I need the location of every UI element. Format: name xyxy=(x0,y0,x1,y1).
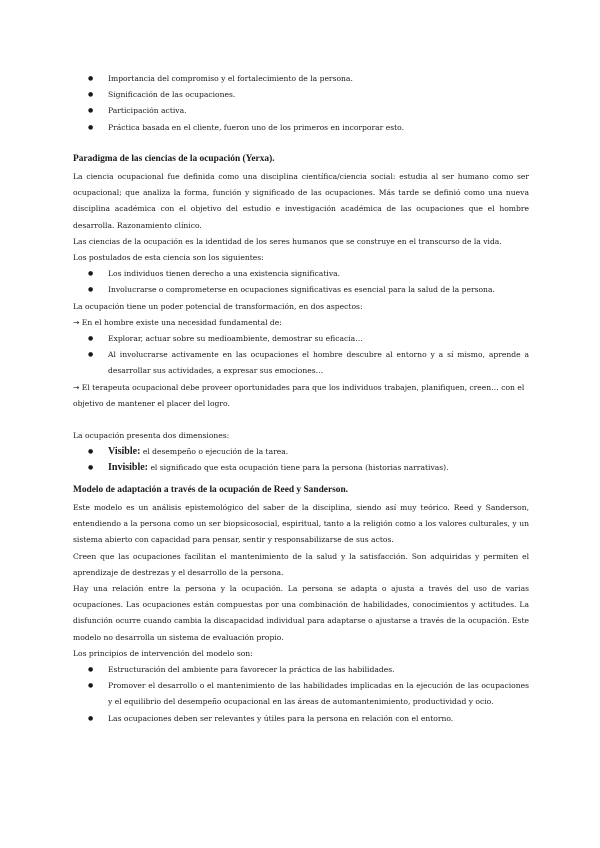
dimension-term: Visible: xyxy=(108,446,141,458)
intro-section xyxy=(73,71,529,136)
dimension-term: Invisible: xyxy=(108,462,149,474)
reed-paragraph-epistemology: Este modelo es un análisis epistemológico del saber de la disciplina, siendo así muy teórico. Reed y Sanderson, entendiendo a la persona como un ser biopsicosocial, espiritual, tanto a la religión como a los valores culturales, y un sistema abierto con capacidad para pensar, sentir y responsabilizarse de sus actos. xyxy=(73,503,529,545)
list-item: ● Estructuración del ambiente para favorecer la práctica de las habilidades. xyxy=(73,662,529,678)
list-item: ● Promover el desarrollo o el mantenimiento de las habilidades implicadas en la ejecución de las ocupaciones y el equilibrio del desempeño ocupacional en las áreas de automantenimiento, productividad y ocio. xyxy=(73,678,529,710)
yerxa-paragraph-definition: La ciencia ocupacional fue definida como una disciplina científica/ciencia social: estudia al ser humano como ser ocupacional; que analiza la forma, función y significado de las ocupaciones. Más tarde se definió como una nueva disciplina académica con el objetivo del estudio e investigación académica de las ocupaciones que el hombre desarrolla. Razonamiento clínico. xyxy=(73,172,529,230)
list-item: ● Al involucrarse activamente en las ocupaciones el hombre descubre al entorno y a sí mismo, aprende a desarrollar sus actividades, a expresar sus emociones… xyxy=(73,347,529,379)
list-item xyxy=(73,444,529,460)
list-item: ● Explorar, actuar sobre su medioambiente, demostrar su eficacia… xyxy=(73,331,529,347)
reed-paragraph-health: Creen que las ocupaciones facilitan el mantenimiento de la salud y la satisfacción. Son adquiridas y permiten el aprendizaje de destrezas y el desarrollo de la persona. xyxy=(73,551,529,577)
yerxa-paragraph-terapeuta: El terapeuta ocupacional debe proveer oportunidades para que los individuos trabajen, planifiquen, creen… con el objetivo de mantener el placer del logro. xyxy=(73,382,525,408)
reed-section xyxy=(73,482,529,727)
principios-list xyxy=(73,662,529,727)
necesidades-list xyxy=(73,331,529,380)
yerxa-paragraph-identity: Las ciencias de la ocupación es la identidad de los seres humanos que se construye en el transcurso de la vida. xyxy=(73,236,502,246)
list-item: ● Participación activa. xyxy=(73,103,529,119)
dimension-text: el desempeño o ejecución de la tarea. xyxy=(142,447,289,457)
list-item: ● Las ocupaciones deben ser relevantes y útiles para la persona en relación con el entorno. xyxy=(73,711,529,727)
reed-paragraph-relation: Hay una relación entre la persona y la ocupación. La persona se adapta o ajusta a través del uso de varias ocupaciones. Las ocupaciones están compuestas por una combinación de habilidades, conocimientos y actitudes. La disfunción ocurre cuando cambia la discapacidad individual para adaptarse o ajustarse a través de la ocupación. Este modelo no desarrolla un sistema de evaluación propio. xyxy=(73,584,529,642)
list-item: ● Significación de las ocupaciones. xyxy=(73,87,529,103)
postulados-list xyxy=(73,266,529,298)
list-item: ● Involucrarse o comprometerse en ocupaciones significativas es esencial para la salud de la persona. xyxy=(73,282,529,298)
yerxa-paragraph-dimensiones: La ocupación presenta dos dimensiones: xyxy=(73,431,230,441)
reed-heading: Modelo de adaptación a través de la ocupación de Reed y Sanderson. xyxy=(73,485,349,495)
intro-bullet-list xyxy=(73,71,529,136)
yerxa-paragraph-postulados-intro: Los postulados de esta ciencia son los siguientes: xyxy=(73,253,264,263)
dimension-text: el significado que esta ocupación tiene para la persona (historias narrativas). xyxy=(150,463,449,473)
yerxa-paragraph-transformation: La ocupación tiene un poder potencial de transformación, en dos aspectos: xyxy=(73,301,363,311)
list-item: ● Los individuos tienen derecho a una existencia significativa. xyxy=(73,266,529,282)
yerxa-paragraph-necesidad: En el hombre existe una necesidad fundamental de: xyxy=(81,317,282,327)
dimensiones-list xyxy=(73,444,529,476)
reed-paragraph-principios-intro: Los principios de intervención del modelo son: xyxy=(73,648,253,658)
yerxa-heading: Paradigma de las ciencias de la ocupación (Yerxa). xyxy=(73,154,275,164)
list-item: ● Práctica basada en el cliente, fueron uno de los primeros en incorporar esto. xyxy=(73,120,529,136)
arrow-icon: → xyxy=(73,317,80,327)
yerxa-arrow-line-2 xyxy=(73,380,529,412)
yerxa-arrow-line-1 xyxy=(73,315,529,331)
yerxa-section xyxy=(73,151,529,477)
list-item xyxy=(73,460,529,476)
arrow-icon: → xyxy=(73,382,80,392)
list-item: ● Importancia del compromiso y el fortalecimiento de la persona. xyxy=(73,71,529,87)
